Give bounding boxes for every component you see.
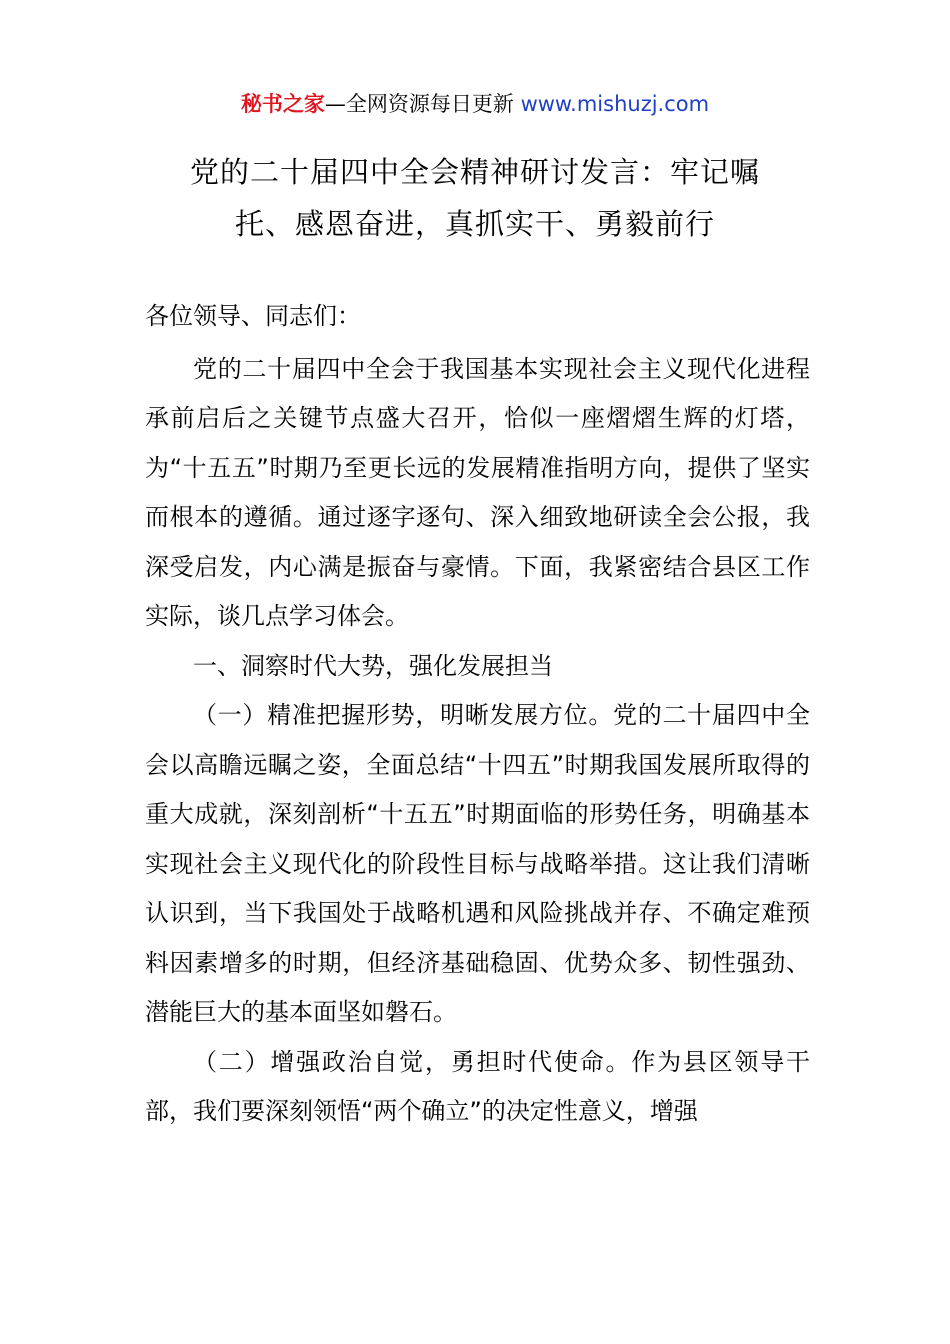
- paragraph-point-2: （二）增强政治自觉，勇担时代使命。作为县区领导干部，我们要深刻领悟“两个确立”的决定性意义，增强: [145, 1047, 810, 1125]
- site-header: [0, 88, 950, 120]
- salutation: 各位领导、同志们：: [145, 302, 361, 330]
- paragraph-point-1: （一）精准把握形势，明晰发展方位。党的二十届四中全会以高瞻远瞩之姿，全面总结“十四五”时期我国发展所取得的重大成就，深刻剖析“十五五”时期面临的形势任务，明确基本实现社会主义现代化的阶段性目标与战略举措。这让我们清晰认识到，当下我国处于战略机遇和风险挑战并存、不确定难预料因素增多的时期，但经济基础稳固、优势众多、韧性强劲、潜能巨大的基本面坚如磐石。: [145, 701, 810, 1026]
- document-title-line-2: 托、感恩奋进，真抓实干、勇毅前行: [234, 207, 715, 241]
- document-title: [140, 146, 810, 250]
- document-title-line-1: 党的二十届四中全会精神研讨发言：牢记嘱: [189, 155, 760, 189]
- intro-paragraph: 党的二十届四中全会于我国基本实现社会主义现代化进程承前启后之关键节点盛大召开，恰似一座熠熠生辉的灯塔，为“十五五”时期乃至更长远的发展精准指明方向，提供了坚实而根本的遵循。通过逐字逐句、深入细致地研读全会公报，我深受启发，内心满是振奋与豪情。下面，我紧密结合县区工作实际，谈几点学习体会。: [145, 354, 810, 630]
- site-url-link[interactable]: www.mishuzj.com: [520, 92, 710, 116]
- section-heading-1: 一、洞察时代大势，强化发展担当: [193, 651, 553, 680]
- site-brand: 秘书之家: [240, 92, 325, 116]
- site-tagline: —全网资源每日更新: [324, 92, 514, 116]
- document-body: [145, 292, 810, 1137]
